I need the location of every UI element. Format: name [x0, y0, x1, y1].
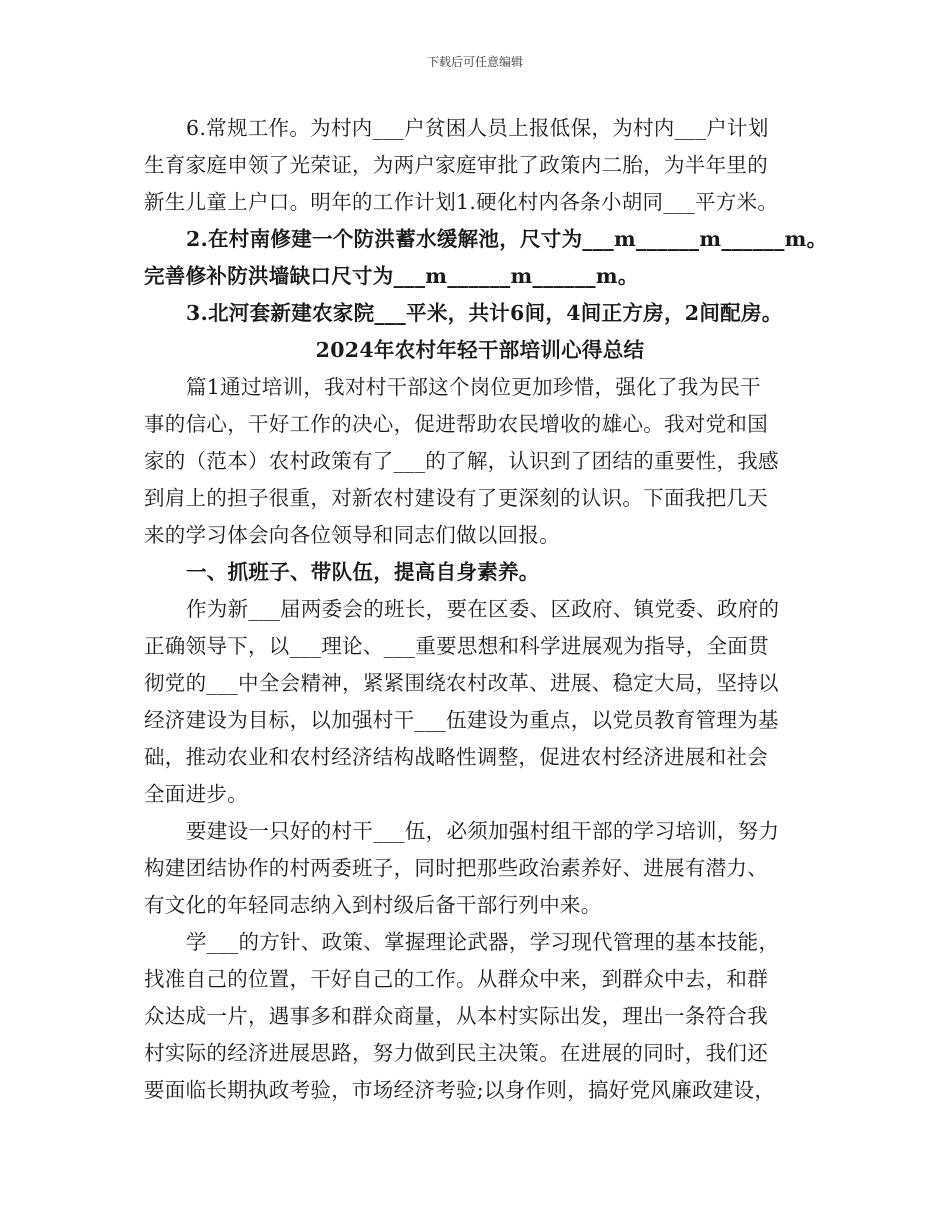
document-body: [144, 110, 828, 1109]
text-line: 新生儿童上户口。明年的工作计划1.硬化村内各条小胡同___平方米。: [144, 190, 779, 214]
text-line: 础，推动农业和农村经济结构战略性调整，促进农村经济进展和社会: [144, 745, 768, 769]
text-line: 彻党的___中全会精神，紧紧围绕农村改革、进展、稳定大局，坚持以: [144, 671, 779, 695]
text-line: 村实际的经济进展思路，努力做到民主决策。在进展的同时，我们还: [144, 1041, 768, 1065]
text-line: 构建团结协作的村两委班子，同时把那些政治素养好、进展有潜力、: [144, 856, 768, 880]
text-line: 家的（范本）农村政策有了___的了解，认识到了团结的重要性，我感: [144, 449, 779, 473]
text-line: 生育家庭申领了光荣证，为两户家庭审批了政策内二胎，为半年里的: [144, 153, 768, 177]
text-line: 正确领导下，以___理论、___重要思想和科学进展观为指导，全面贯: [144, 634, 769, 658]
text-line: 全面进步。: [144, 782, 248, 806]
text-line: 众达成一片，遇事多和群众商量，从本村实际出发，理出一条符合我: [144, 1004, 768, 1028]
text-line: 6.常规工作。为村内___户贫困人员上报低保，为村内___户计划: [186, 116, 769, 140]
text-line: 经济建设为目标，以加强村干___伍建设为重点，以党员教育管理为基: [144, 708, 779, 732]
page-header: 下载后可任意编辑: [426, 55, 523, 69]
text-line: 3.北河套新建农家院___平米，共计6间，4间正方房，2间配房。: [186, 301, 783, 325]
text-line: 一、抓班子、带队伍，提高自身素养。: [186, 560, 540, 584]
text-line: 有文化的年轻同志纳入到村级后备干部行列中来。: [144, 893, 602, 917]
text-line: 篇1通过培训，我对村干部这个岗位更加珍惜，强化了我为民干: [186, 375, 761, 399]
text-line: 完善修补防洪墙缺口尺寸为___m______m______m。: [144, 264, 639, 288]
text-line: 学___的方针、政策、掌握理论武器，学习现代管理的基本技能，: [186, 930, 780, 954]
text-line: 作为新___届两委会的班长，要在区委、区政府、镇党委、政府的: [186, 597, 780, 621]
text-line: 要面临长期执政考验，市场经济考验;以身作则，搞好党风廉政建设，: [144, 1078, 776, 1102]
text-line: 来的学习体会向各位领导和同志们做以回报。: [144, 523, 560, 547]
text-line: 2.在村南修建一个防洪蓄水缓解池，尺寸为___m______m______m。: [186, 227, 828, 251]
text-line: 到肩上的担子很重，对新农村建设有了更深刻的认识。下面我把几天: [144, 486, 768, 510]
document-title: 2024年农村年轻干部培训心得总结: [315, 338, 645, 362]
text-line: 事的信心，干好工作的决心，促进帮助农民增收的雄心。我对党和国: [144, 412, 768, 436]
text-line: 找准自己的位置，干好自己的工作。从群众中来，到群众中去，和群: [144, 967, 768, 991]
text-line: 要建设一只好的村干___伍，必须加强村组干部的学习培训，努力: [186, 819, 780, 843]
